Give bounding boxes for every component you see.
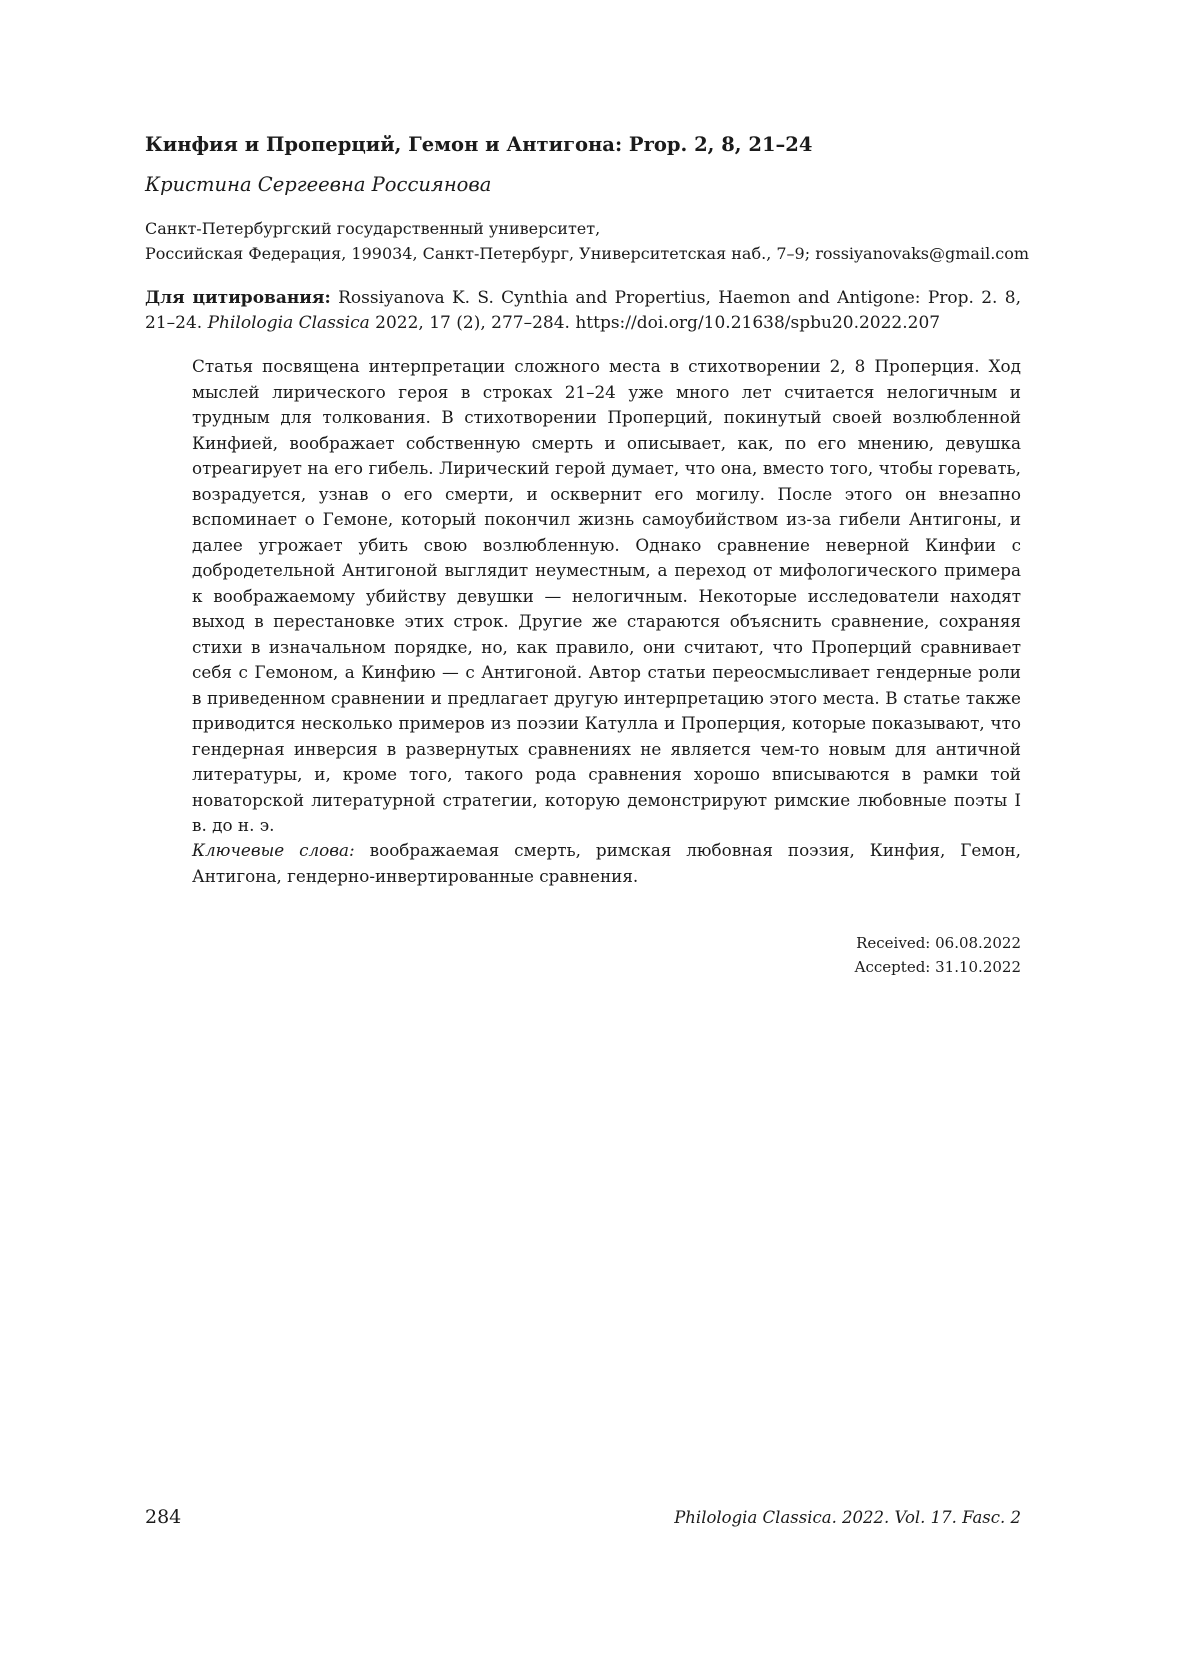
accepted-date: Accepted: 31.10.2022 — [854, 958, 1021, 976]
citation-text-2: 2022, 17 (2), 277–284. https://doi.org/10.21638/spbu20.2022.207 — [369, 313, 941, 333]
citation-journal: Philologia Classica — [207, 313, 370, 333]
keywords-block — [192, 838, 1021, 889]
keywords-text: воображаемая смерть, римская любовная поэзия, Кинфия, Гемон, Антигона, гендерно-инвертированные сравнения. — [192, 840, 1021, 886]
keywords-label: Ключевые слова: — [192, 840, 355, 860]
citation-text-1: Rossiyanova K. S. Cynthia and Propertius, Haemon and Antigone: Prop. 2. 8, 21–24. — [145, 288, 1021, 333]
affiliation-line-1: Санкт-Петербургский государственный университет, — [145, 219, 601, 238]
citation-block — [145, 286, 1021, 336]
author-affiliation — [145, 216, 1030, 266]
journal-footer: Philologia Classica. 2022. Vol. 17. Fasc. 2 — [674, 1508, 1021, 1527]
author-name: Кристина Сергеевна Россиянова — [145, 173, 492, 196]
affiliation-line-2: Российская Федерация, 199034, Санкт-Петербург, Университетская наб., 7–9; rossiyanovaks@gmail.com — [145, 244, 1030, 263]
article-dates — [855, 931, 1021, 979]
citation-label: Для цитирования: — [145, 288, 331, 308]
article-title: Кинфия и Проперций, Гемон и Антигона: Prop. 2, 8, 21–24 — [145, 133, 813, 156]
received-date: Received: 06.08.2022 — [856, 934, 1021, 952]
page-number: 284 — [145, 1506, 182, 1528]
abstract-text: Статья посвящена интерпретации сложного места в стихотворении 2, 8 Проперция. Ход мыслей лирического героя в строках 21–24 уже много лет считается нелогичным и трудным для толкования. В стихотворении Проперций, покинутый своей возлюбленной Кинфией, воображает собственную смерть и описывает, как, по его мнению, девушка отреагирует на его гибель. Лирический герой думает, что она, вместо того, чтобы горевать, возрадуется, узнав о его смерти, и осквернит его могилу. После этого он внезапно вспоминает о Гемоне, который покончил жизнь самоубийством из-за гибели Антигоны, и далее угрожает убить свою возлюбленную. Однако сравнение неверной Кинфии с добродетельной Антигоной выглядит неуместным, а переход от мифологического примера к воображаемому убийству девушки — нелогичным. Некоторые исследователи находят выход в перестановке этих строк. Другие же стараются объяснить сравнение, сохраняя стихи в изначальном порядке, но, как правило, они считают, что Проперций сравнивает себя с Гемоном, а Кинфию — с Антигоной. Автор статьи переосмысливает гендерные роли в приведенном сравнении и предлагает другую интерпретацию этого места. В статье также приводится несколько примеров из поэзии Катулла и Проперция, которые показывают, что гендерная инверсия в развернутых сравнениях не является чем-то новым для античной литературы, и, кроме того, такого рода сравнения хорошо вписываются в рамки той новаторской литературной стратегии, которую демонстрируют римские любовные поэты I в. до н. э. — [192, 356, 1021, 835]
